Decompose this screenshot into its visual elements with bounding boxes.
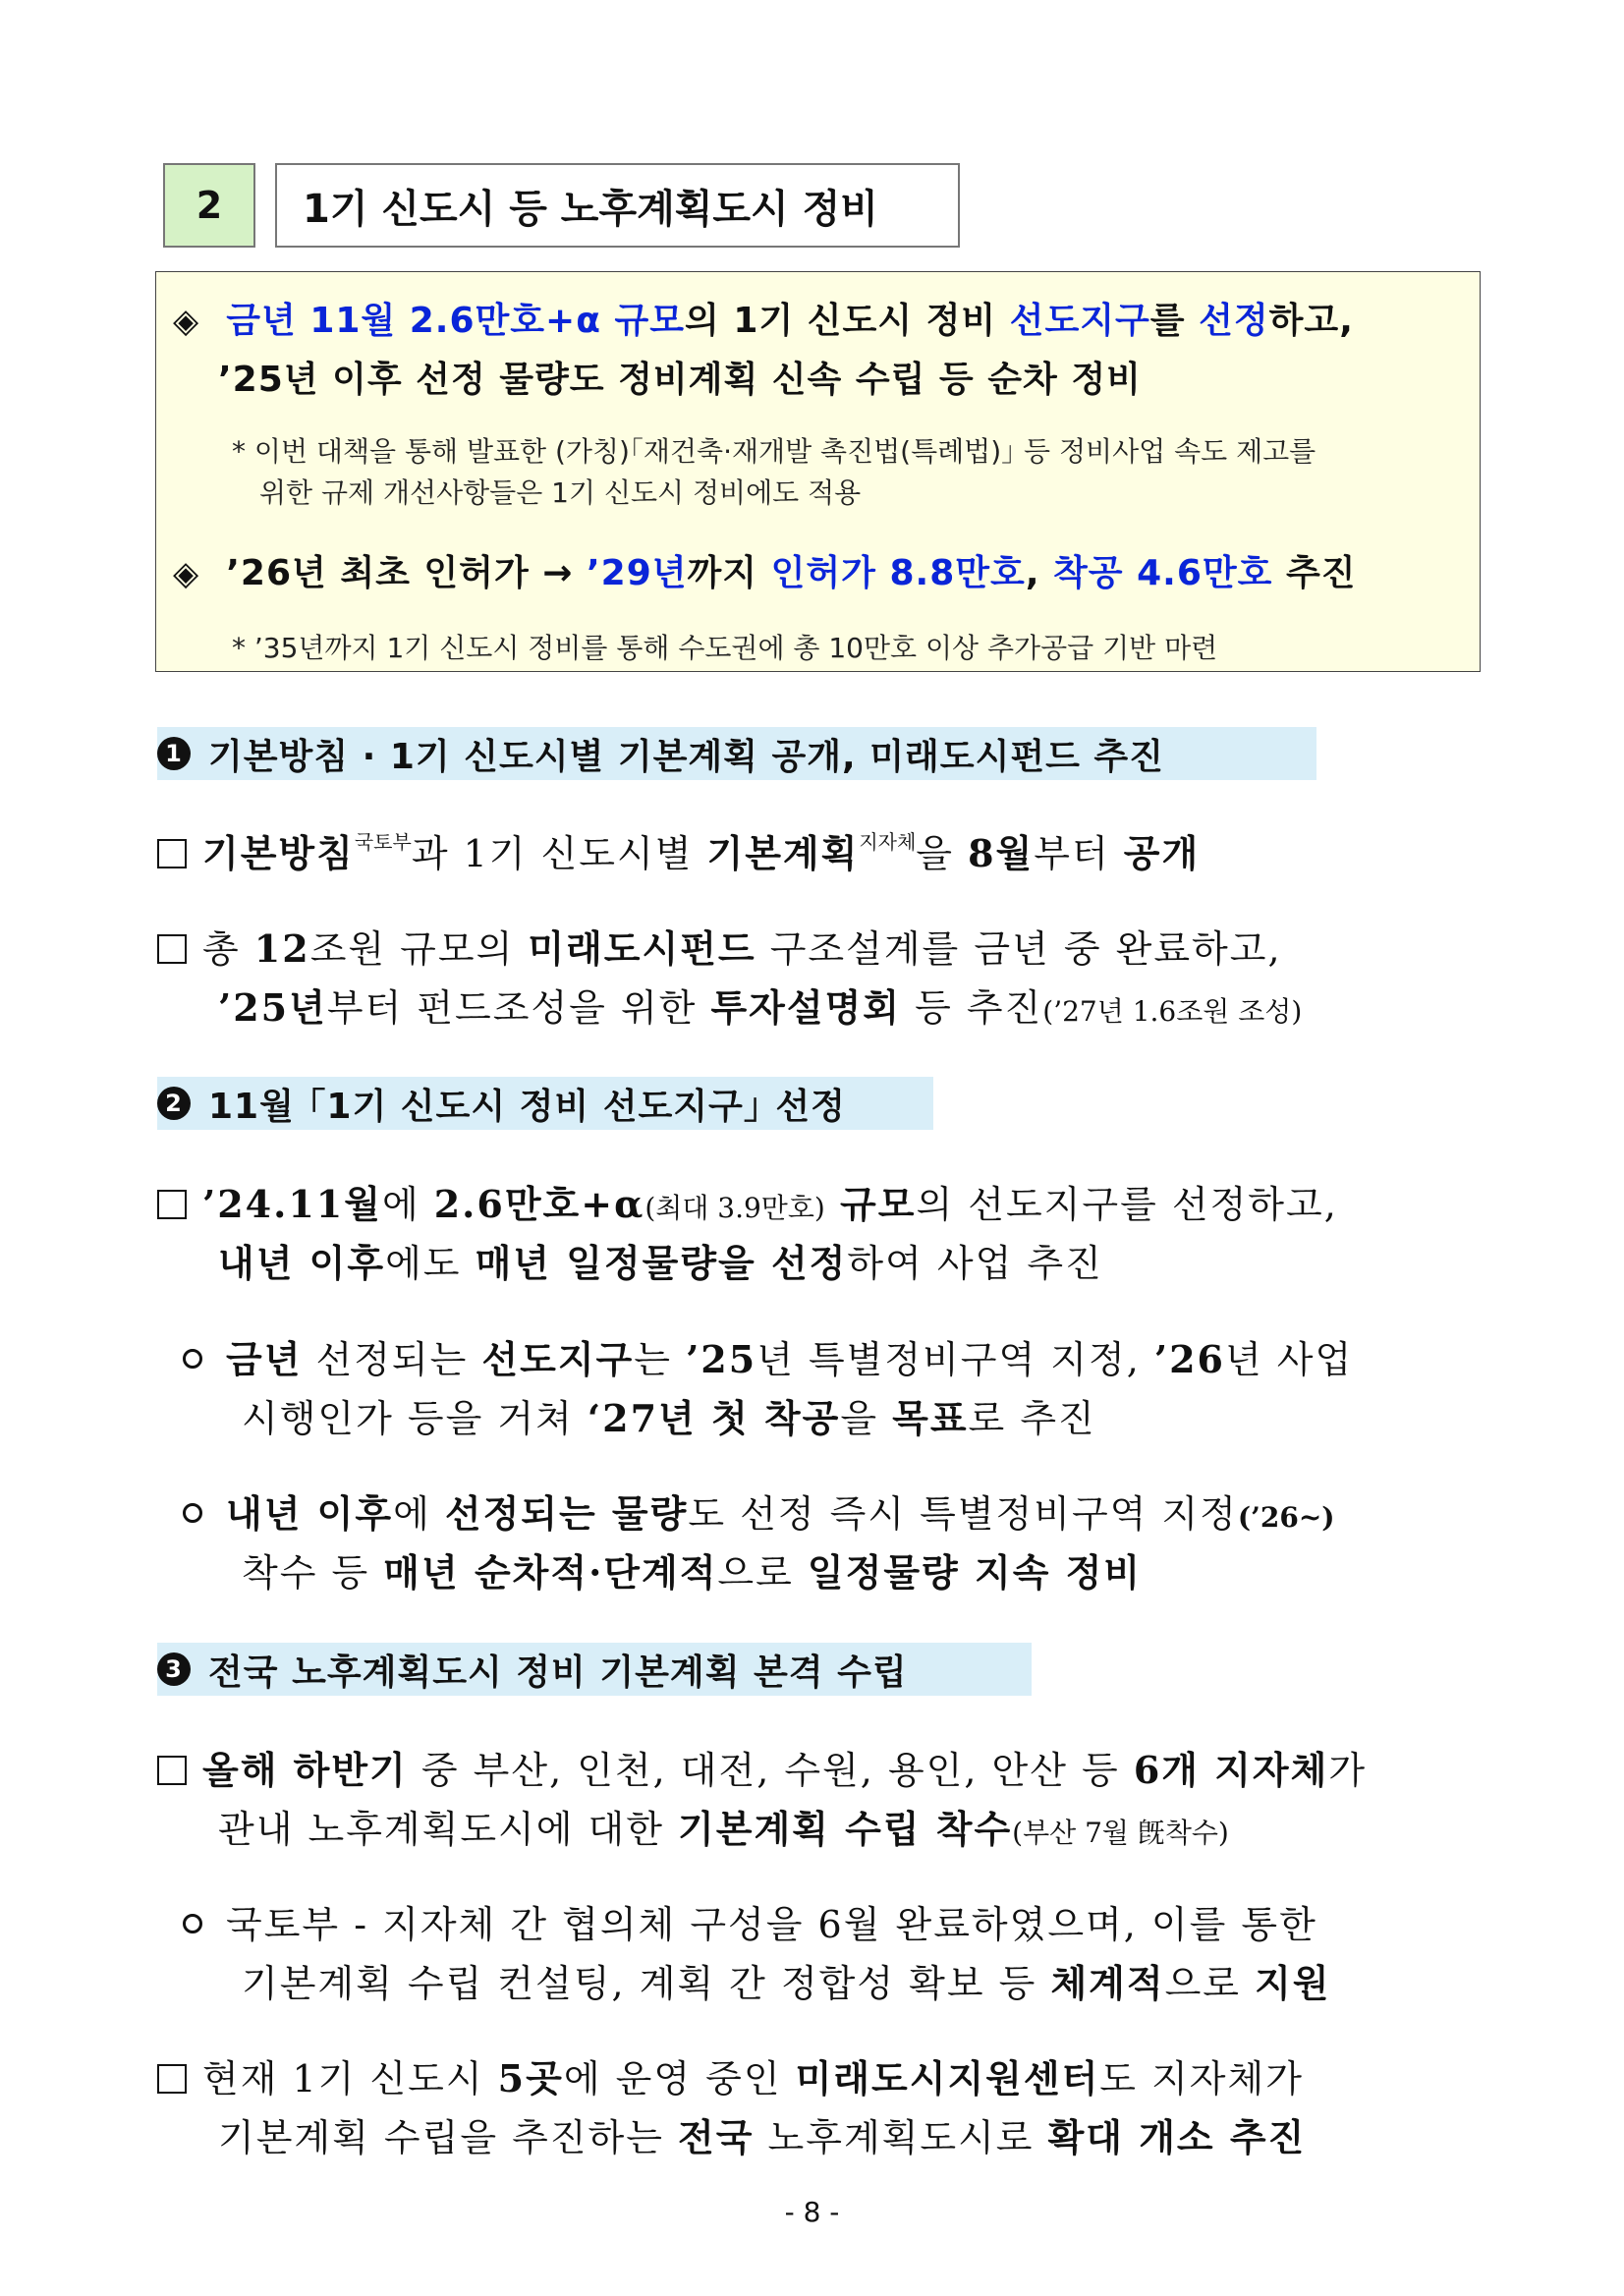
small-text: (’27년 1.6조원 조성) [1042, 995, 1303, 1028]
body-text: 을 [916, 832, 969, 875]
body-text: 에도 [385, 1242, 476, 1285]
body-text: 구조설계를 금년 중 완료하고, [756, 927, 1282, 971]
checkbox-square-icon [157, 839, 187, 868]
body-text: 으로 [1164, 1962, 1256, 2005]
body-text: 에 [381, 1183, 434, 1226]
body-text: 으로 [717, 1551, 808, 1595]
body-text: 현재 1기 신도시 [202, 2057, 498, 2100]
number-3-icon: 3 [157, 1652, 191, 1686]
body-text: 중 부산, 인천, 대전, 수원, 용인, 안산 등 [407, 1749, 1134, 1792]
summary-note-2: * ’35년까지 1기 신도시 정비를 통해 수도권에 총 10만호 이상 추가공급 기반 마련 [232, 632, 1218, 664]
bold-text: 매년 순차적·단계적 [383, 1550, 718, 1595]
summary-note-1: * 이번 대책을 통해 발표한 (가칭)｢재건축·재개발 촉진법(특례법)｣ 등 정비사업 속도 제고를 [232, 435, 1316, 468]
checkbox-square-icon [157, 2064, 187, 2094]
body-text: 에 [393, 1492, 445, 1536]
paragraph-1-2 [157, 919, 1282, 973]
summary-text: 의 1기 신도시 정비 [685, 301, 1010, 341]
bold-text: 규모 [824, 1182, 917, 1226]
summary-text: 추진 [1272, 553, 1357, 593]
bold-text: 올해 하반기 [202, 1748, 408, 1792]
bold-text: 매년 일정물량을 선정 [475, 1241, 848, 1285]
body-text: 총 [202, 927, 254, 971]
bold-text: 선도지구 [481, 1337, 635, 1381]
bold-text: 기본계획 수립 착수 [678, 1807, 1013, 1851]
subsection-heading-1 [157, 727, 1316, 780]
heading-text: 11월 ｢1기 신도시 정비 선도지구｣ 선정 [208, 1086, 846, 1127]
summary-text: 를 [1149, 301, 1200, 341]
bold-text: 전국 [678, 2115, 755, 2159]
bold-text: 2.6만호+α [433, 1182, 645, 1226]
body-text: 하여 사업 추진 [847, 1242, 1103, 1285]
body-text: 과 1기 신도시별 [411, 832, 707, 875]
small-text: (최대 3.9만호) [644, 1192, 825, 1224]
body-text: 에 운영 중인 [563, 2057, 796, 2100]
paragraph-3-1 [157, 1740, 1367, 1794]
paragraph-1-1 [157, 823, 1200, 877]
body-text: 의 선도지구를 선정하고, [916, 1183, 1338, 1226]
summary-text: 까지 [687, 553, 771, 593]
summary-line-3 [173, 545, 1357, 595]
body-text: 국토부 - 지자체 간 협의체 구성을 6월 완료하였으며, 이를 통한 [226, 1903, 1317, 1946]
section-title: 1기 신도시 등 노후계획도시 정비 [275, 163, 960, 248]
bold-text: 투자설명회 [710, 985, 901, 1030]
body-text: 부터 [1034, 832, 1124, 875]
circle-bullet-icon [183, 1914, 202, 1933]
bold-text: ‘27년 첫 착공 [587, 1396, 841, 1440]
circle-bullet-icon [183, 1503, 202, 1523]
subsection-heading-3 [157, 1643, 1032, 1696]
summary-highlight: 착공 4.6만호 [1053, 553, 1273, 593]
bold-text: 체계적 [1050, 1961, 1165, 2005]
body-text: 을 [840, 1397, 893, 1440]
body-text: 로 추진 [968, 1397, 1096, 1440]
paragraph-2-1 [157, 1174, 1338, 1228]
small-text: (부산 7월 旣착수) [1012, 1817, 1229, 1849]
summary-highlight: 인허가 8.8만호 [770, 553, 1026, 593]
body-text: 년 사업 [1225, 1338, 1354, 1381]
checkbox-square-icon [157, 1756, 187, 1785]
checkbox-square-icon [157, 1190, 187, 1219]
diamond-icon: ◈ [173, 554, 200, 593]
section-number: 2 [163, 163, 255, 248]
body-text: 등 추진 [901, 986, 1043, 1030]
body-text: 조원 규모의 [309, 927, 529, 971]
heading-text: 전국 노후계획도시 정비 기본계획 본격 수립 [208, 1652, 908, 1693]
summary-text: 하고, [1268, 301, 1354, 341]
body-text: 가 [1328, 1749, 1368, 1792]
bold-text: 금년 [226, 1337, 303, 1381]
diamond-icon: ◈ [173, 302, 200, 341]
bold-text: ’24.11월 [202, 1182, 382, 1226]
summary-highlight: 선정 [1199, 301, 1269, 341]
bold-text: 내년 이후 [218, 1241, 386, 1285]
small-text: (’26~) [1237, 1501, 1335, 1534]
sub-item-2-2 [183, 1484, 1335, 1538]
paragraph-2-1-cont [218, 1233, 1103, 1287]
bold-text: 미래도시펀드 [528, 926, 756, 971]
summary-highlight: 선도지구 [1009, 301, 1150, 341]
bold-text: 내년 이후 [226, 1491, 394, 1536]
body-text: 기본계획 수립을 추진하는 [218, 2116, 679, 2159]
number-2-icon: 2 [157, 1087, 191, 1120]
body-text: 선정되는 [302, 1338, 482, 1381]
bold-text: 목표 [892, 1396, 969, 1440]
body-text: 기본계획 수립 컨설팅, 계획 간 정합성 확보 등 [242, 1962, 1051, 2005]
bold-text: ’26 [1153, 1337, 1226, 1381]
checkbox-square-icon [157, 934, 187, 964]
summary-note-1-cont: 위한 규제 개선사항들은 1기 신도시 정비에도 적용 [259, 476, 862, 509]
summary-line-1 [173, 293, 1354, 343]
summary-highlight: ’29년 [586, 553, 688, 593]
summary-text: ’26년 최초 인허가 → [226, 553, 587, 593]
bold-text: ’25 [686, 1337, 757, 1381]
bold-text: 공개 [1123, 831, 1201, 875]
body-text: 노후계획도시로 [754, 2116, 1048, 2159]
bold-text: 미래도시지원센터 [795, 2056, 1100, 2100]
superscript: 지자체 [859, 830, 917, 854]
bold-text: 기본계획 [706, 831, 860, 875]
body-text: 착수 등 [242, 1551, 384, 1595]
heading-text: 기본방침 · 1기 신도시별 기본계획 공개, 미래도시펀드 추진 [208, 736, 1164, 777]
paragraph-3-2 [157, 2048, 1304, 2102]
bold-text: ’25년 [218, 985, 327, 1030]
summary-line-2: ’25년 이후 선정 물량도 정비계획 신속 수립 등 순차 정비 [218, 360, 1142, 400]
body-text: 시행인가 등을 거쳐 [242, 1397, 588, 1440]
sub-item-2-1 [183, 1329, 1353, 1383]
bold-text: 12 [253, 926, 310, 971]
bold-text: 6개 지자체 [1133, 1748, 1329, 1792]
sub-item-3-1 [183, 1894, 1317, 1948]
paragraph-3-2-cont [218, 2107, 1306, 2161]
body-text: 년 특별정비구역 지정, [756, 1338, 1154, 1381]
summary-text: , [1025, 553, 1054, 593]
subsection-heading-2 [157, 1077, 933, 1130]
superscript: 국토부 [354, 830, 412, 854]
bold-text: 확대 개소 추진 [1047, 2115, 1307, 2159]
bold-text: 5곳 [497, 2056, 564, 2100]
circle-bullet-icon [183, 1349, 202, 1369]
page-number: - 8 - [784, 2196, 840, 2228]
bold-text: 선정되는 물량 [444, 1491, 689, 1536]
sub-item-3-1-cont [242, 1953, 1331, 2007]
bold-text: 기본방침 [202, 831, 355, 875]
body-text: 는 [634, 1338, 687, 1381]
body-text: 도 지자체가 [1099, 2057, 1304, 2100]
paragraph-3-1-cont [218, 1799, 1229, 1853]
bold-text: 8월 [968, 831, 1035, 875]
body-text: 부터 펀드조성을 위한 [326, 986, 711, 1030]
summary-highlight: 금년 11월 2.6만호+α 규모 [226, 301, 686, 341]
number-1-icon: 1 [157, 737, 191, 770]
bold-text: 일정물량 지속 정비 [807, 1550, 1143, 1595]
body-text: 관내 노후계획도시에 대한 [218, 1808, 679, 1851]
body-text: 도 선정 즉시 특별정비구역 지정 [688, 1492, 1238, 1536]
sub-item-2-1-cont [242, 1388, 1096, 1442]
paragraph-1-2-cont [218, 978, 1302, 1032]
sub-item-2-2-cont [242, 1542, 1142, 1596]
bold-text: 지원 [1255, 1961, 1331, 2005]
